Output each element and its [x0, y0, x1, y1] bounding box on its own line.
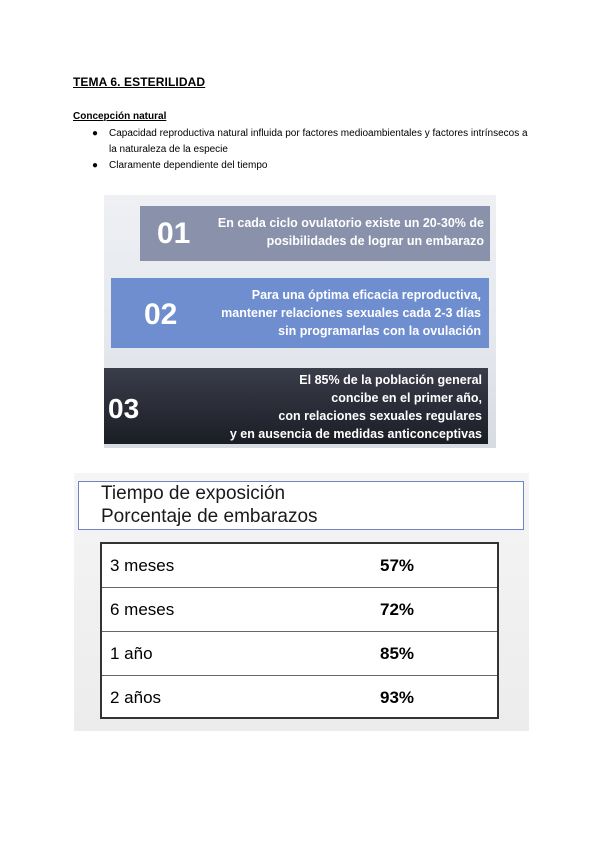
- percent-cell: 93%: [380, 688, 415, 707]
- bullet-text: Claramente dependiente del tiempo: [109, 160, 268, 171]
- bullet-icon: ●: [92, 160, 99, 171]
- fact-text: [184, 214, 484, 250]
- fact-text: [181, 286, 481, 340]
- document-title: TEMA 6. ESTERILIDAD: [73, 75, 206, 89]
- fact-line: sin programarlas con la ovulación: [278, 324, 481, 338]
- exposure-table: [100, 542, 499, 719]
- fact-text: [162, 371, 482, 443]
- table-header-box: [78, 481, 524, 530]
- exposure-table-image: [74, 473, 529, 731]
- time-cell: 6 meses: [110, 600, 175, 619]
- fact-line: En cada ciclo ovulatorio existe un 20-30% de: [217, 216, 484, 230]
- fact-line: concibe en el primer año,: [331, 391, 482, 405]
- percent-cell: 85%: [380, 644, 415, 663]
- table-row: [102, 632, 497, 676]
- table-row: [102, 676, 497, 720]
- bullet-text: Capacidad reproductiva natural influida por factores medioambientales y factores intrínsecos a la naturaleza de la especie: [109, 128, 528, 155]
- facts-slide-image: [104, 195, 496, 448]
- fact-line: El 85% de la población general: [299, 373, 482, 387]
- percent-cell: 72%: [380, 600, 415, 619]
- time-cell: 3 meses: [110, 556, 175, 575]
- bullet-list: [92, 126, 532, 174]
- fact-number: 02: [144, 298, 178, 331]
- fact-line: y en ausencia de medidas anticonceptivas: [229, 427, 482, 441]
- fact-card-03: [104, 368, 488, 444]
- time-cell: 2 años: [110, 688, 162, 707]
- fact-line: mantener relaciones sexuales cada 2-3 días: [221, 306, 481, 320]
- fact-line: Para una óptima eficacia reproductiva,: [251, 288, 481, 302]
- header-line: Tiempo de exposición: [101, 483, 286, 504]
- fact-card-02: [111, 278, 489, 348]
- bullet-icon: ●: [92, 128, 99, 139]
- fact-card-01: [140, 206, 490, 261]
- header-line: Porcentaje de embarazos: [101, 506, 318, 527]
- section-heading: Concepción natural: [73, 111, 167, 122]
- percent-cell: 57%: [380, 556, 415, 575]
- list-item: [92, 158, 532, 174]
- fact-number: 03: [108, 393, 140, 424]
- time-cell: 1 año: [110, 644, 153, 663]
- fact-line: con relaciones sexuales regulares: [278, 409, 482, 423]
- table-row: [102, 544, 497, 588]
- fact-number: 01: [157, 217, 191, 250]
- list-item: [92, 126, 532, 158]
- table-row: [102, 588, 497, 632]
- fact-line: posibilidades de lograr un embarazo: [266, 234, 484, 248]
